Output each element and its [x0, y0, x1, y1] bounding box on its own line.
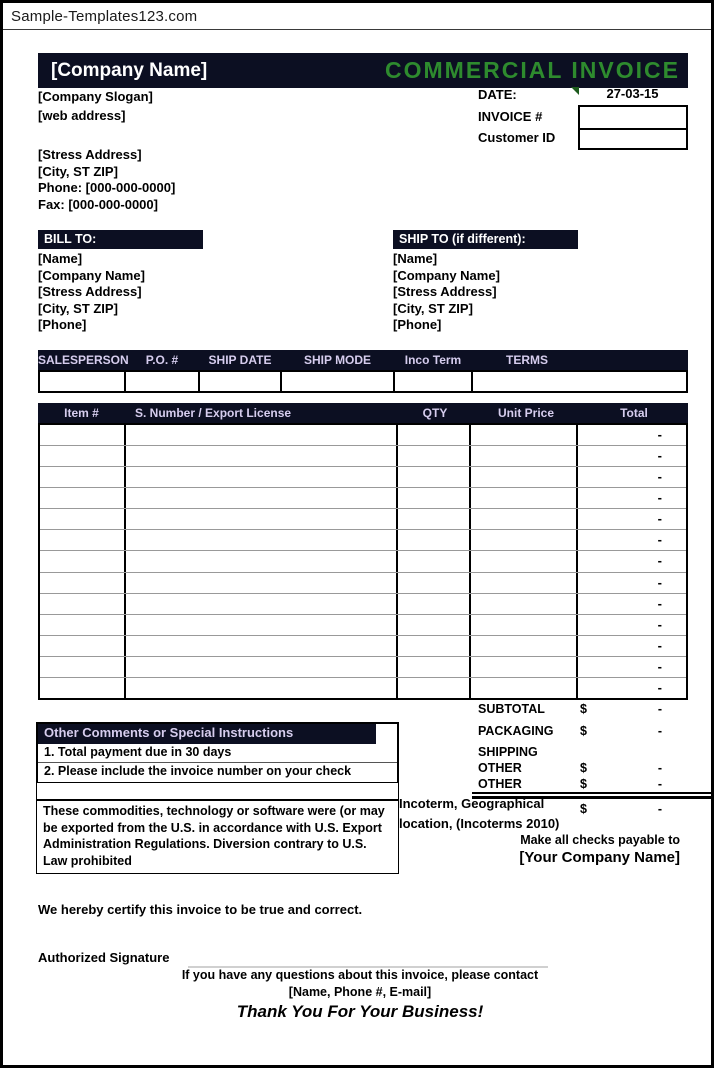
comments-list — [38, 744, 397, 782]
totals-currency: $ — [580, 777, 587, 791]
unit-price-cell[interactable] — [471, 446, 578, 466]
item-table-row — [40, 530, 686, 551]
ship-to-line: [Company Name] — [393, 267, 500, 283]
company-slogan: [Company Slogan] — [38, 89, 153, 104]
sales-info-header-cell: P.O. # — [145, 353, 179, 367]
item-table-row — [40, 488, 686, 509]
ship-mode-cell[interactable] — [282, 372, 395, 391]
unit-price-cell[interactable] — [471, 636, 578, 656]
item-table-row — [40, 678, 686, 698]
totals-row — [472, 777, 688, 793]
ship-date-cell[interactable] — [200, 372, 282, 391]
inco-term-cell[interactable] — [395, 372, 473, 391]
unit-price-cell[interactable] — [471, 509, 578, 529]
bill-to-block — [38, 251, 145, 334]
bill-to-line: [Phone] — [38, 317, 87, 333]
bill-to-line: [Stress Address] — [38, 284, 142, 300]
unit-price-cell[interactable] — [471, 551, 578, 571]
grand-total-currency: $ — [580, 802, 587, 816]
incoterm-note — [399, 794, 559, 833]
authorized-signature-label: Authorized Signature — [38, 950, 170, 965]
comments-empty-row[interactable] — [36, 783, 399, 800]
total-cell[interactable]: - — [657, 574, 662, 590]
contact-instruction: If you have any questions about this invoice, please contact — [181, 968, 539, 982]
item-number-cell[interactable] — [40, 678, 126, 698]
totals-row — [472, 761, 688, 777]
ship-to-line: [City, ST ZIP] — [393, 300, 473, 316]
total-cell[interactable]: - — [657, 616, 662, 632]
company-header-bar — [38, 53, 688, 88]
incoterm-line: Incoterm, Geographical — [399, 796, 545, 811]
totals-row — [472, 745, 688, 761]
item-table-header-cell: S. Number / Export License — [135, 406, 292, 420]
description-cell[interactable] — [126, 488, 398, 508]
thank-you-message: Thank You For Your Business! — [236, 1002, 484, 1021]
certification-statement: We hereby certify this invoice to be true and correct. — [38, 902, 363, 917]
item-number-cell[interactable] — [40, 636, 126, 656]
totals-amount — [610, 745, 688, 761]
unit-price-cell[interactable] — [471, 467, 578, 487]
bill-to-line: [City, ST ZIP] — [38, 300, 118, 316]
description-cell[interactable] — [126, 425, 398, 445]
sales-info-header-cell: SHIP MODE — [303, 353, 372, 367]
item-table-header-cell: Total — [620, 406, 648, 420]
total-cell[interactable]: - — [657, 637, 662, 653]
sales-info-header-cell: TERMS — [506, 353, 548, 367]
item-table-row — [40, 636, 686, 657]
item-number-cell[interactable] — [40, 509, 126, 529]
qty-cell[interactable] — [398, 657, 471, 677]
unit-price-cell[interactable] — [471, 657, 578, 677]
item-number-cell[interactable] — [40, 467, 126, 487]
invoice-meta-box — [578, 105, 688, 150]
total-cell[interactable]: - — [657, 553, 662, 569]
total-cell[interactable]: - — [657, 532, 662, 548]
total-cell[interactable]: - — [657, 511, 662, 527]
item-table-header-cell: Item # — [64, 406, 99, 420]
qty-cell[interactable] — [398, 446, 471, 466]
company-address-line: Fax: [000-000-0000] — [38, 196, 158, 212]
item-table — [38, 403, 688, 700]
company-address-line: [Stress Address] — [38, 147, 142, 162]
description-cell[interactable] — [126, 678, 398, 698]
po-number-cell[interactable] — [126, 372, 200, 391]
salesperson-cell[interactable] — [40, 372, 126, 391]
item-table-row — [40, 509, 686, 530]
qty-cell[interactable] — [398, 594, 471, 614]
sales-info-header-cell: SHIP DATE — [208, 353, 272, 367]
totals-block — [472, 702, 688, 793]
qty-cell[interactable] — [398, 636, 471, 656]
checks-payable-block — [403, 833, 685, 866]
item-number-cell[interactable] — [40, 615, 126, 635]
bill-to-header: BILL TO: — [38, 230, 203, 249]
item-table-body — [38, 423, 688, 700]
description-cell[interactable] — [126, 573, 398, 593]
description-cell[interactable] — [126, 530, 398, 550]
ship-to-line: [Phone] — [393, 317, 442, 333]
checks-payable-name: [Your Company Name] — [519, 849, 680, 866]
totals-label: PACKAGING — [478, 724, 554, 738]
description-cell[interactable] — [126, 615, 398, 635]
grand-total-amount: - — [657, 802, 662, 816]
invoice-number-input[interactable] — [580, 107, 686, 128]
ship-to-line: [Name] — [393, 251, 438, 266]
totals-currency — [580, 745, 610, 761]
item-table-row — [40, 657, 686, 678]
totals-label: OTHER — [478, 777, 522, 791]
item-number-cell[interactable] — [40, 488, 126, 508]
item-number-cell[interactable] — [40, 573, 126, 593]
description-cell[interactable] — [126, 446, 398, 466]
description-cell[interactable] — [126, 657, 398, 677]
total-cell[interactable]: - — [657, 469, 662, 485]
description-cell[interactable] — [126, 509, 398, 529]
customer-id-label: Customer ID — [478, 130, 556, 145]
item-table-row — [40, 615, 686, 636]
company-address-line: [City, ST ZIP] — [38, 163, 118, 179]
item-table-row — [40, 594, 686, 615]
unit-price-cell[interactable] — [471, 573, 578, 593]
bill-to-line: [Name] — [38, 251, 83, 266]
totals-label: SUBTOTAL — [478, 702, 545, 716]
unit-price-cell[interactable] — [471, 615, 578, 635]
document-title: COMMERCIAL INVOICE — [385, 57, 680, 83]
qty-cell[interactable] — [398, 467, 471, 487]
qty-cell[interactable] — [398, 530, 471, 550]
ship-to-line: [Stress Address] — [393, 284, 497, 300]
qty-cell[interactable] — [398, 488, 471, 508]
item-number-cell[interactable] — [40, 657, 126, 677]
totals-label: OTHER — [478, 761, 522, 775]
unit-price-cell[interactable] — [471, 488, 578, 508]
total-cell[interactable]: - — [657, 595, 662, 611]
company-address-line: Phone: [000-000-0000] — [38, 180, 176, 195]
totals-amount: - — [657, 777, 662, 791]
total-cell[interactable]: - — [657, 658, 662, 674]
totals-currency: $ — [580, 724, 587, 738]
watermark-text: Sample-Templates123.com — [11, 8, 198, 25]
qty-cell[interactable] — [398, 551, 471, 571]
item-table-row — [40, 551, 686, 572]
company-web-address: [web address] — [38, 108, 126, 123]
invoice-number-label: INVOICE # — [478, 109, 543, 124]
description-cell[interactable] — [126, 594, 398, 614]
item-table-header-cell: Unit Price — [497, 406, 554, 420]
sales-info-table — [38, 350, 688, 393]
item-table-row — [40, 573, 686, 594]
totals-row — [472, 702, 688, 724]
item-table-row — [40, 425, 686, 446]
qty-cell[interactable] — [398, 509, 471, 529]
checks-payable-label: Make all checks payable to — [520, 833, 680, 847]
incoterm-line: location, (Incoterms 2010) — [399, 815, 560, 831]
sales-info-entry-row — [38, 370, 688, 393]
contact-placeholder: [Name, Phone #, E-mail] — [288, 985, 432, 999]
comments-title: Other Comments or Special Instructions — [38, 724, 376, 744]
unit-price-cell[interactable] — [471, 594, 578, 614]
unit-price-cell[interactable] — [471, 678, 578, 698]
totals-amount: - — [657, 761, 662, 775]
item-table-header-row — [38, 403, 688, 423]
sales-info-header-row — [38, 350, 688, 370]
description-cell[interactable] — [126, 467, 398, 487]
description-cell[interactable] — [126, 636, 398, 656]
date-label: DATE: — [478, 87, 517, 102]
customer-id-input[interactable] — [580, 128, 686, 149]
export-regulation-note: These commodities, technology or software were (or may be exported from the U.S. in accordance with U.S. Export Administration Regulations. Diversion contrary to U.S. Law prohibited — [36, 800, 399, 874]
item-number-cell[interactable] — [40, 425, 126, 445]
description-cell[interactable] — [126, 551, 398, 571]
watermark-divider — [3, 29, 711, 30]
qty-cell[interactable] — [398, 678, 471, 698]
unit-price-cell[interactable] — [471, 530, 578, 550]
item-table-row — [40, 446, 686, 467]
ship-to-header: SHIP TO (if different): — [393, 230, 578, 249]
item-table-row — [40, 467, 686, 488]
sales-info-header-cell: Inco Term — [404, 353, 462, 367]
unit-price-cell[interactable] — [471, 425, 578, 445]
item-number-cell[interactable] — [40, 594, 126, 614]
comment-item: 2. Please include the invoice number on your check — [44, 764, 352, 778]
company-name: [Company Name] — [51, 59, 208, 81]
terms-cell[interactable] — [473, 372, 686, 391]
ship-to-block — [393, 251, 500, 334]
comment-item: 1. Total payment due in 30 days — [38, 744, 397, 763]
qty-cell[interactable] — [398, 425, 471, 445]
total-cell[interactable]: - — [657, 448, 662, 464]
item-table-header-cell: QTY — [422, 406, 448, 420]
totals-amount: - — [657, 702, 662, 716]
item-number-cell[interactable] — [40, 446, 126, 466]
total-cell[interactable]: - — [657, 490, 662, 506]
totals-row — [472, 724, 688, 745]
sales-info-header-cell: SALESPERSON — [38, 353, 129, 367]
item-number-cell[interactable] — [40, 551, 126, 571]
company-address — [38, 147, 175, 213]
total-cell[interactable]: - — [657, 427, 662, 442]
qty-cell[interactable] — [398, 573, 471, 593]
date-value-cell[interactable]: 27-03-15 — [606, 86, 659, 101]
bill-to-line: [Company Name] — [38, 267, 145, 283]
totals-amount: - — [657, 724, 662, 738]
totals-label: SHIPPING — [478, 745, 538, 759]
total-cell[interactable]: - — [657, 679, 662, 695]
comments-box — [36, 722, 399, 784]
item-number-cell[interactable] — [40, 530, 126, 550]
totals-currency: $ — [580, 761, 587, 775]
totals-currency: $ — [580, 702, 587, 716]
qty-cell[interactable] — [398, 615, 471, 635]
